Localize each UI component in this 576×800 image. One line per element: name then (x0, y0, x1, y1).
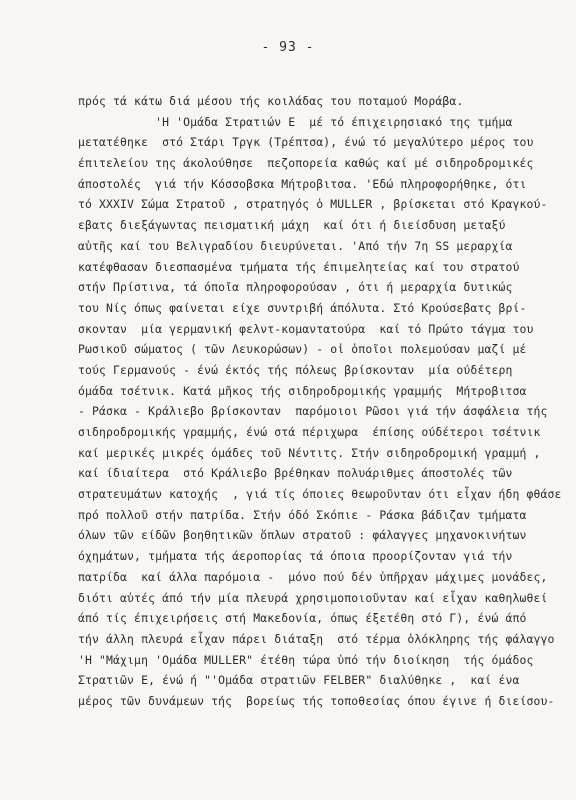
text-line: όλων τῶν είδῶν βοηθητικῶν ὅπλων στρατοῦ : φάλαγγες μηχανοκινήτων (78, 528, 527, 543)
text-line: σιδηροδρομικής γραμμής, ένώ στά πέριχωρα έπίσης ούδέτεροι τσέτνικ (78, 425, 541, 439)
text-line: πρός τά κάτω διά μέσου τής κοιλάδας του ποταμού Μοράβα. (78, 94, 464, 108)
text-line: Ρωσικοῦ σώματος ( τῶν Λευκορώσων) - οἱ ὁποῖοι πολεμούσαν μαζί μέ (78, 342, 527, 357)
text-line: όχημάτων, τμήματα τής άεροπορίας τά όποια προορίζονταν γιά τήν (78, 549, 513, 564)
text-line: 'Η 'Ομάδα Στρατιών Ε μέ τό έπιχειρησιακό της τμήμα (78, 114, 513, 129)
page-number: - 93 - (261, 40, 315, 55)
text-line: πρό πολλοῦ στήν πατρίδα. Στήν όδό Σκόπιε - Ράσκα βάδιζαν τμήματα (78, 507, 527, 522)
text-line: όμάδα τσέτνικ. Κατά μῆκος τής σιδηροδρομικής γραμμής Μήτροβιτσα (78, 383, 527, 398)
text-line: του Νίς όπως φαίνεται είχε συντριβή άπόλυτα. Στό Κρούσεβατς βρί- (78, 300, 527, 315)
text-line: πατρίδα καί άλλα παρόμοια - μόνο πού δέν ὑπῆρχαν μάχιμες μονάδες, (78, 569, 548, 584)
text-line: στρατευμάτων κατοχής , γιά τίς όποιες θεωροῦνταν ότι εἶχαν ήδη φθάσε (78, 487, 562, 502)
text-line: τήν άλλη πλευρά εἶχαν πάρει διάταξη στό τέρμα ὁλόκληρης τής φάλαγγο (78, 631, 555, 646)
text-line: σκονταν μία γερμανική φελντ-κομαντατούρα καί τό Πρώτο τάγμα του (78, 321, 534, 336)
text-line: διότι αὐτές άπό τήν μία πλευρά χρησιμοποιοῦνταν καί εἶχαν καθηλωθεί (78, 590, 548, 605)
text-line: τό XXXIV Σώμα Στρατοῦ , στρατηγός ὁ MULLER , βρίσκεται στό Κραγκού- (78, 197, 548, 212)
text-line: άπό τίς έπιχειρήσεις στή Μακεδονία, όπως έξετέθη στό Γ), ένώ άπό (78, 611, 527, 626)
body-text (78, 91, 572, 712)
text-line: Στρατιῶν Ε, ένώ ή "'Ομάδα στρατιῶν FELBER" διαλύθηκε , καί ένα (78, 673, 520, 688)
text-line: στήν Πρίστινα, τά όποῖα πληροφορούσαν , ότι ή μεραρχία δυτικώς (78, 280, 513, 295)
text-line: τούς Γερμανούς - ένώ έκτός τής πόλεως βρίσκονταν μία ούδέτερη (78, 362, 513, 377)
text-line: - Ράσκα - Κράλιεβο βρίσκονταν παρόμοιοι Ρῶσοι γιά τήν άσφάλεια τής (78, 404, 548, 419)
text-line: κατέφθασαν διεσπασμένα τμήματα τής έπιμελητείας καί του στρατού (78, 259, 520, 274)
text-line: 'Η "Μάχιμη 'Ομάδα MULLER" έτέθη τώρα ὑπό τήν διοίκηση τής όμάδος (78, 652, 534, 667)
text-line: καί μερικές μικρές όμάδες τοῦ Νέντιτς. Στήν σιδηροδρομική γραμμή , (78, 445, 541, 460)
text-line: καί ίδιαίτερα στό Κράλιεβο βρέθηκαν πολυάριθμες άποστολές τῶν (78, 466, 513, 481)
text-line: μέρος τῶν δυνάμεων τής βορείως τής τοποθεσίας όπου έγινε ή διείσου- (78, 693, 555, 708)
text-line: αὐτῆς καί του Βελιγραδίου διευρύνεται. 'Από τήν 7η SS μεραρχία (78, 238, 513, 253)
text-line: μετατέθηκε στό Στάρι Τργκ (Τρέπτσα), ένώ τό μεγαλύτερο μέρος του (78, 135, 534, 150)
text-line: άποστολές γιά τήν Κόσσοβσκα Μήτροβιτσα. 'Εδώ πληροφορήθηκε, ότι (78, 176, 527, 191)
text-line: εβατς διεξάγωντας πεισματική μάχη καί ότι ή διείσδυση μεταξύ (78, 218, 506, 233)
text-line: έπιτελείου της άκολούθησε πεζοπορεία καθώς καί μέ σιδηροδρομικές (78, 156, 534, 171)
